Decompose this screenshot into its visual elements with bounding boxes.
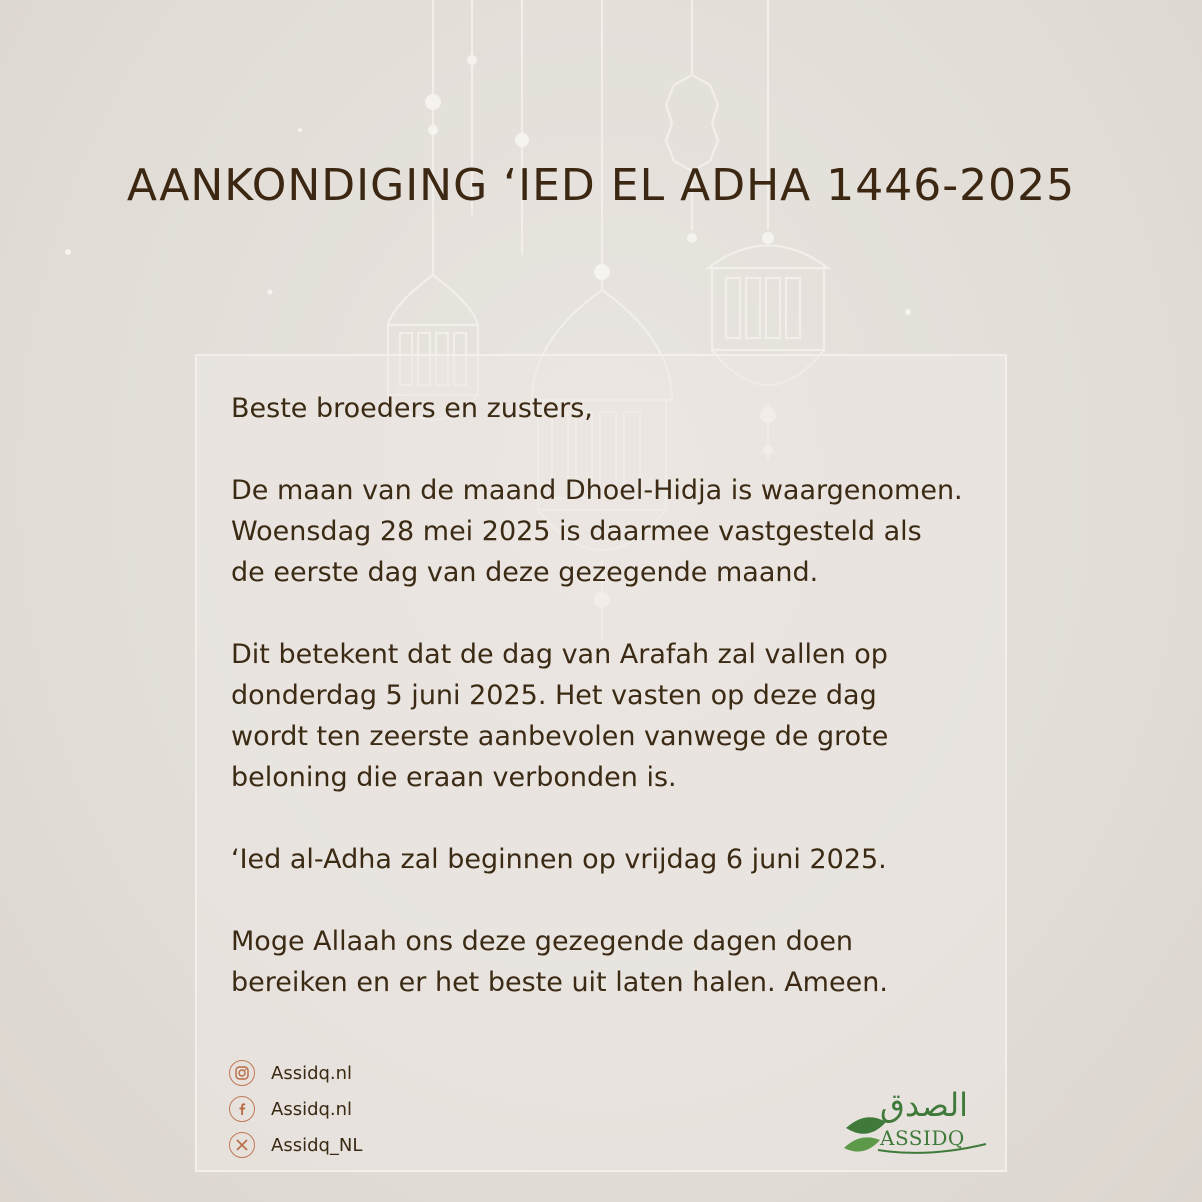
social-label: Assidq.nl: [271, 1098, 353, 1120]
social-label: Assidq.nl: [271, 1062, 353, 1084]
social-instagram[interactable]: [229, 1055, 362, 1091]
announcement-body: [231, 388, 1011, 1044]
page-title: AANKONDIGING ‘IED EL ADHA 1446-2025: [126, 160, 1076, 211]
x-icon: [229, 1132, 255, 1158]
text-line: donderdag 5 juni 2025. Het vasten op deze dag: [231, 680, 877, 711]
text-line: Woensdag 28 mei 2025 is daarmee vastgesteld als: [231, 516, 922, 547]
text-line: wordt ten zeerste aanbevolen vanwege de grote: [231, 721, 889, 752]
text-line: Dit betekent dat de dag van Arafah zal vallen op: [231, 639, 888, 670]
paragraph-eid-date: ‘Ied al-Adha zal beginnen op vrijdag 6 juni 2025.: [231, 844, 887, 875]
text-line: Moge Allaah ons deze gezegende dagen doen: [231, 926, 854, 957]
text-line: beloning die eraan verbonden is.: [231, 762, 677, 793]
text-line: de eerste dag van deze gezegende maand.: [231, 557, 819, 588]
social-label: Assidq_NL: [271, 1134, 363, 1156]
social-links: [229, 1055, 362, 1163]
greeting: Beste broeders en zusters,: [231, 393, 593, 424]
logo-text: ASSIDQ: [880, 1126, 965, 1150]
instagram-icon: [229, 1060, 255, 1086]
paragraph-moon-sighting: [231, 470, 1011, 593]
paragraph-arafah: [231, 634, 1011, 798]
text-line: De maan van de maand Dhoel-Hidja is waargenomen.: [231, 475, 963, 506]
text-line: bereiken en er het beste uit laten halen. Ameen.: [231, 967, 888, 998]
logo-arabic: الصدق: [880, 1086, 969, 1124]
social-facebook[interactable]: [229, 1091, 362, 1127]
facebook-icon: [229, 1096, 255, 1122]
social-x[interactable]: [229, 1127, 362, 1163]
paragraph-dua: [231, 921, 1011, 1003]
